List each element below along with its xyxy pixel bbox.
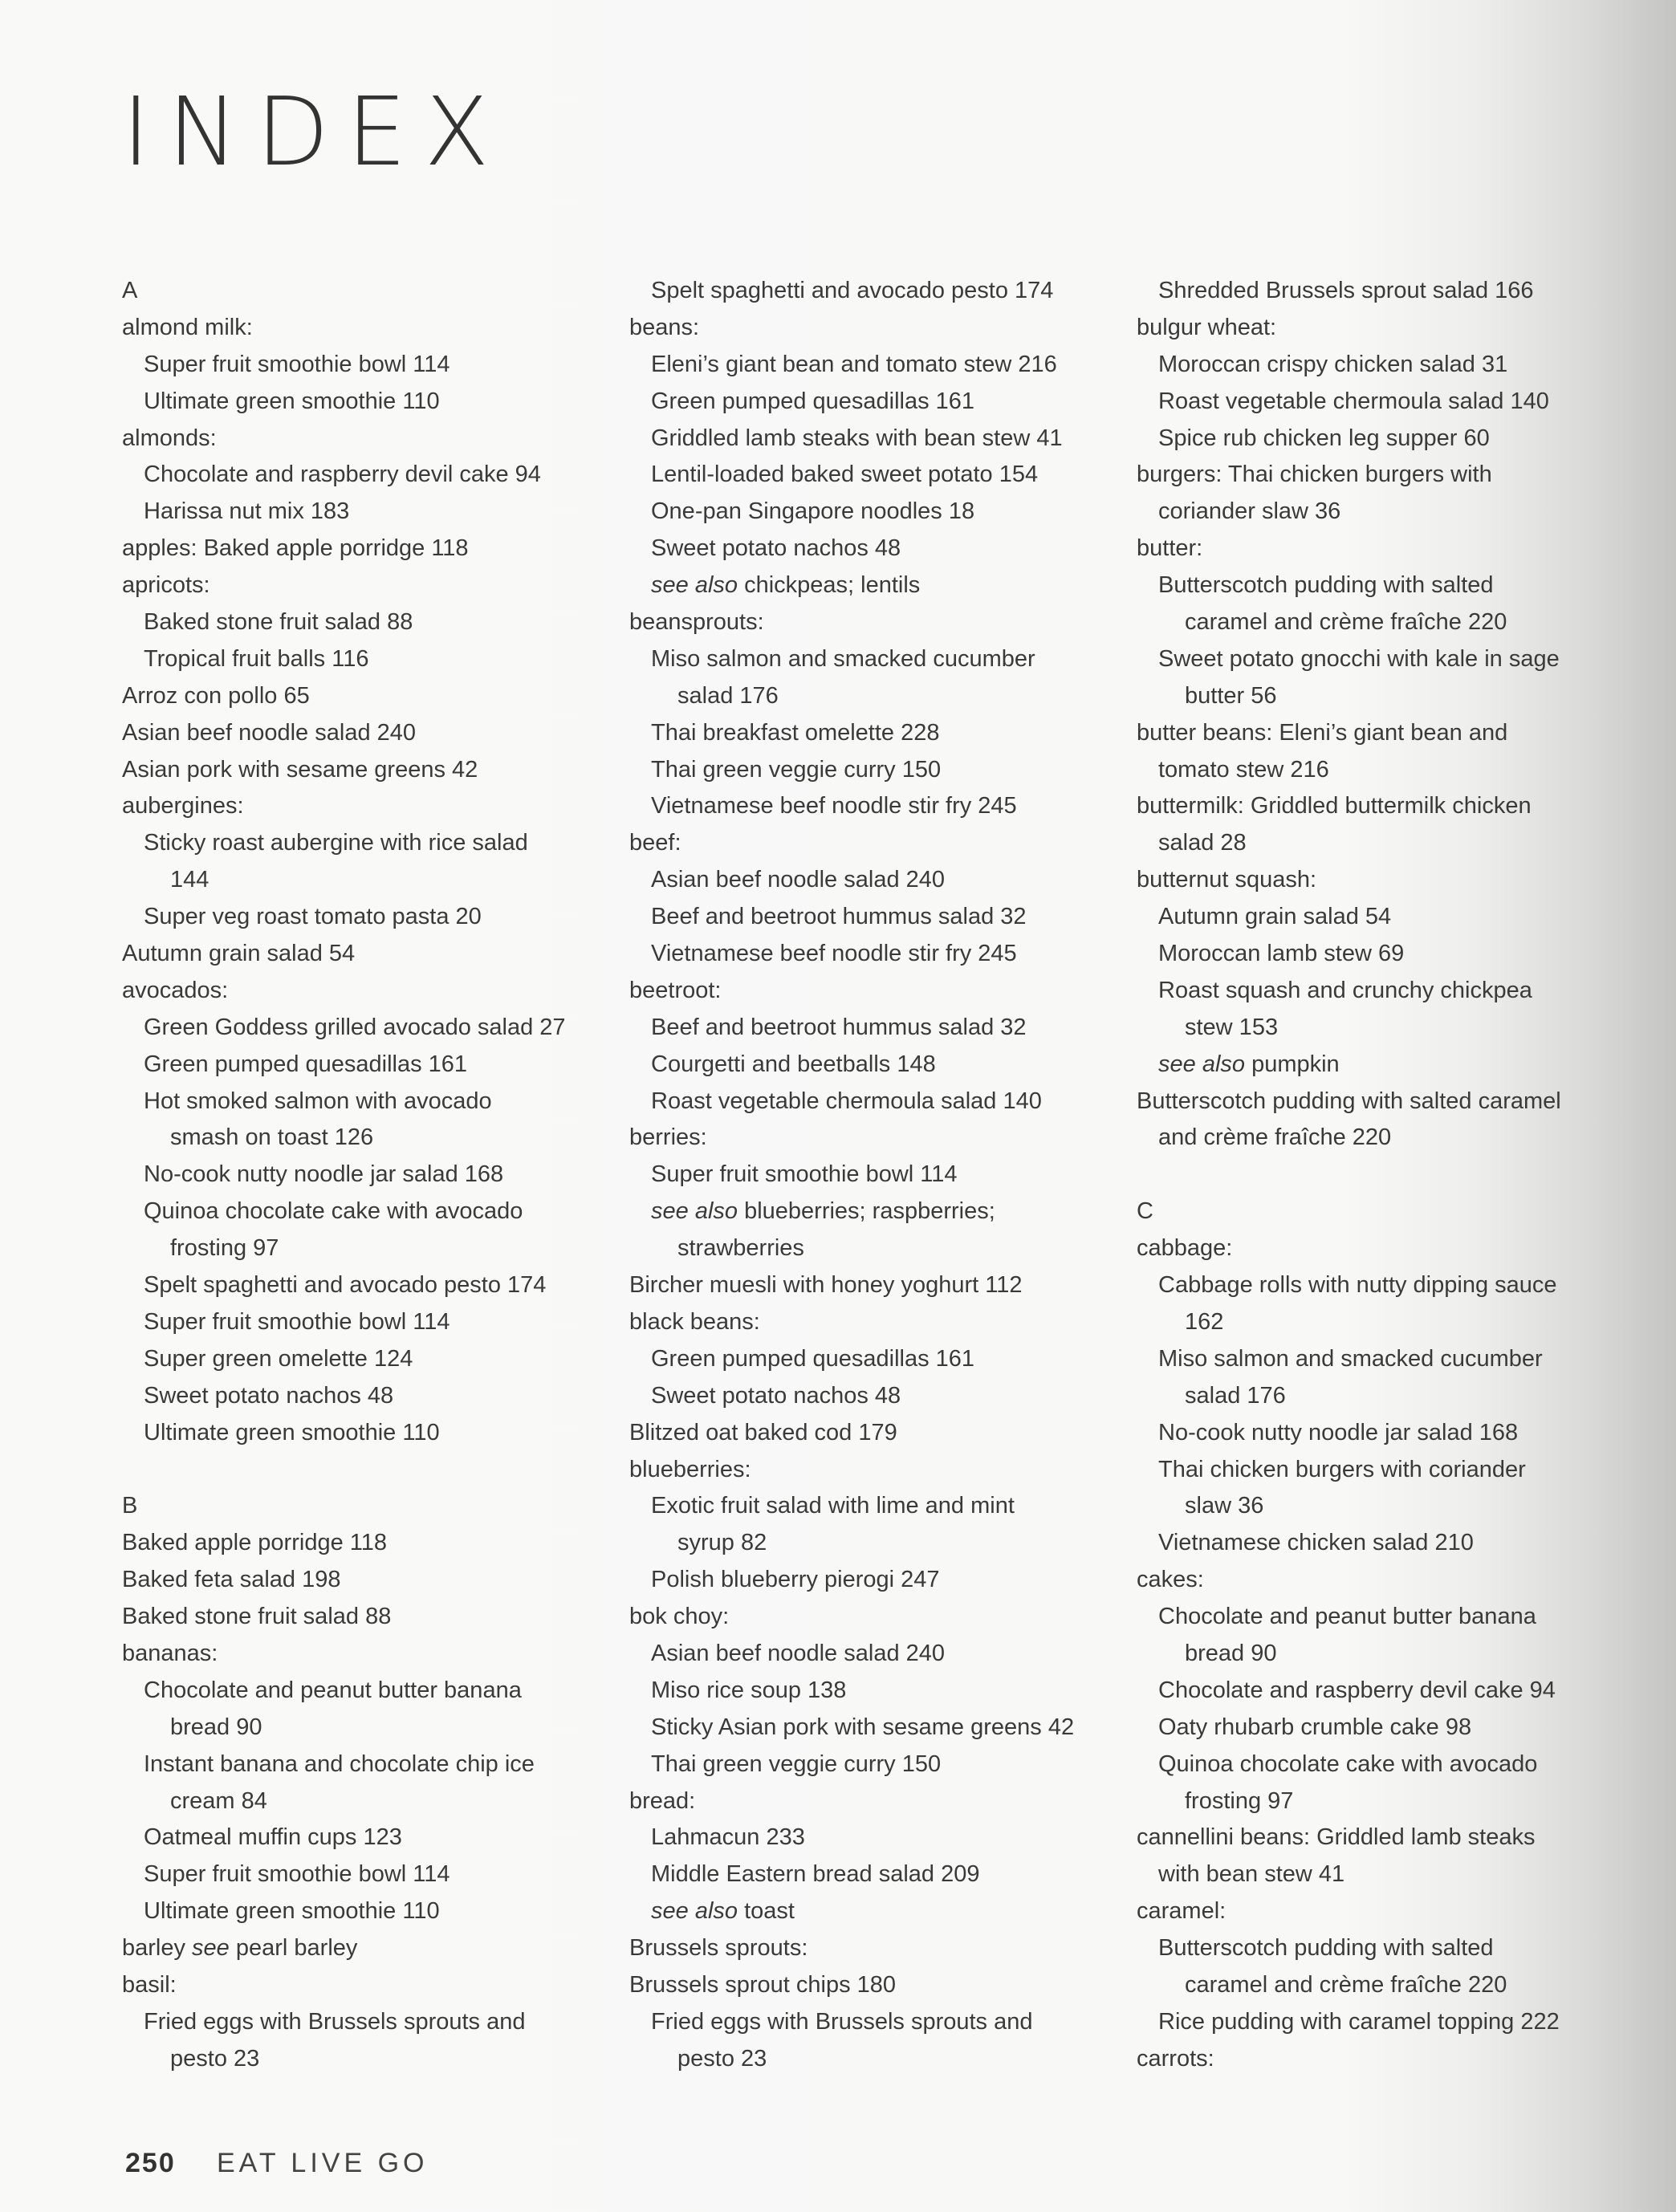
index-subentry: Super fruit smoothie bowl 114 xyxy=(144,1861,450,1888)
index-subentry: Courgetti and beetballs 148 xyxy=(651,1051,936,1077)
index-subentry: Miso rice soup 138 xyxy=(651,1677,847,1703)
page-title: INDEX xyxy=(122,76,507,187)
index-entry: apricots: xyxy=(122,572,210,599)
index-entry: Baked stone fruit salad 88 xyxy=(122,1604,392,1630)
index-subentry: stew 153 xyxy=(1185,1014,1279,1040)
index-subentry: pesto 23 xyxy=(170,2045,260,2072)
index-entry: Asian pork with sesame greens 42 xyxy=(122,756,478,783)
index-subentry: slaw 36 xyxy=(1185,1493,1264,1519)
index-subentry: frosting 97 xyxy=(1185,1787,1294,1814)
index-subentry: Instant banana and chocolate chip ice xyxy=(144,1750,535,1777)
index-subentry: Griddled lamb steaks with bean stew 41 xyxy=(651,425,1063,451)
index-subentry: Sticky roast aubergine with rice salad xyxy=(144,830,528,856)
index-subentry: Chocolate and raspberry devil cake 94 xyxy=(144,462,541,488)
index-subentry: Hot smoked salmon with avocado xyxy=(144,1088,492,1114)
index-subentry: frosting 97 xyxy=(170,1235,279,1262)
index-subentry: Vietnamese beef noodle stir fry 245 xyxy=(651,941,1017,967)
index-subentry: Super fruit smoothie bowl 114 xyxy=(144,1308,450,1335)
index-entry: aubergines: xyxy=(122,793,244,819)
index-subentry: Autumn grain salad 54 xyxy=(1158,904,1392,930)
index-entry: butter: xyxy=(1137,535,1203,562)
index-subentry: caramel and crème fraîche 220 xyxy=(1185,609,1507,636)
index-subentry: Super veg roast tomato pasta 20 xyxy=(144,904,482,930)
index-column-3 xyxy=(1137,273,1586,2078)
index-subentry: Roast vegetable chermoula salad 140 xyxy=(651,1088,1042,1114)
index-entry: burgers: Thai chicken burgers with xyxy=(1137,462,1492,488)
index-subentry: Vietnamese chicken salad 210 xyxy=(1158,1530,1474,1556)
index-subentry: Moroccan lamb stew 69 xyxy=(1158,941,1405,967)
index-entry: Asian beef noodle salad 240 xyxy=(122,719,417,746)
spacer xyxy=(122,1452,652,1489)
index-column-1 xyxy=(122,273,652,2078)
index-entry: almond milk: xyxy=(122,314,253,340)
index-subentry: Miso salmon and smacked cucumber xyxy=(1158,1345,1543,1372)
index-subentry: Ultimate green smoothie 110 xyxy=(144,1898,440,1925)
index-subentry: Tropical fruit balls 116 xyxy=(144,645,369,672)
index-subentry: Shredded Brussels sprout salad 166 xyxy=(1158,278,1534,303)
index-subentry: Oaty rhubarb crumble cake 98 xyxy=(1158,1714,1472,1740)
index-subentry: Miso salmon and smacked cucumber xyxy=(651,645,1035,672)
index-entry: bread: xyxy=(629,1787,696,1814)
index-subentry: Thai chicken burgers with coriander xyxy=(1158,1456,1526,1482)
index-subentry: butter 56 xyxy=(1185,682,1277,709)
index-entry: basil: xyxy=(122,1971,177,1998)
index-subentry: Rice pudding with caramel topping 222 xyxy=(1158,2008,1560,2035)
index-subentry: Spice rub chicken leg supper 60 xyxy=(1158,425,1490,451)
index-subentry: Cabbage rolls with nutty dipping sauce xyxy=(1158,1272,1557,1299)
index-entry: barley see pearl barley xyxy=(122,1935,358,1962)
index-subentry: syrup 82 xyxy=(677,1530,767,1556)
index-subentry: Chocolate and raspberry devil cake 94 xyxy=(1158,1677,1556,1703)
index-subentry: Asian beef noodle salad 240 xyxy=(651,1640,946,1666)
index-subentry: salad 176 xyxy=(677,682,779,709)
index-column-2 xyxy=(629,273,1159,2078)
index-subentry: with bean stew 41 xyxy=(1158,1861,1345,1888)
index-subentry: Beef and beetroot hummus salad 32 xyxy=(651,904,1027,930)
index-subentry: No-cook nutty noodle jar salad 168 xyxy=(144,1161,504,1188)
index-subentry: Lentil-loaded baked sweet potato 154 xyxy=(651,462,1039,488)
index-subentry: Super green omelette 124 xyxy=(144,1345,413,1372)
index-entry: Baked apple porridge 118 xyxy=(122,1530,387,1556)
index-subentry: Moroccan crispy chicken salad 31 xyxy=(1158,351,1508,377)
index-subentry: Chocolate and peanut butter banana xyxy=(144,1677,522,1703)
index-subentry: Spelt spaghetti and avocado pesto 174 xyxy=(144,1272,547,1299)
index-entry: cakes: xyxy=(1137,1567,1204,1593)
index-subentry: Thai green veggie curry 150 xyxy=(651,1750,942,1777)
index-subentry: Thai breakfast omelette 228 xyxy=(651,719,940,746)
index-subentry: and crème fraîche 220 xyxy=(1158,1124,1392,1151)
section-letter: C xyxy=(1137,1198,1153,1225)
index-subentry: Green Goddess grilled avocado salad 27 xyxy=(144,1014,566,1040)
index-subentry: Quinoa chocolate cake with avocado xyxy=(144,1198,523,1225)
index-entry: cabbage: xyxy=(1137,1235,1233,1262)
index-entry: buttermilk: Griddled buttermilk chicken xyxy=(1137,793,1532,819)
index-subentry: Sweet potato gnocchi with kale in sage xyxy=(1158,645,1560,672)
index-subentry: Sweet potato nachos 48 xyxy=(144,1382,394,1409)
index-subentry: see also pumpkin xyxy=(1158,1051,1340,1077)
index-entry: cannellini beans: Griddled lamb steaks xyxy=(1137,1824,1536,1851)
index-subentry: salad 176 xyxy=(1185,1382,1286,1409)
index-subentry: Sweet potato nachos 48 xyxy=(651,1382,901,1409)
index-subentry: Sweet potato nachos 48 xyxy=(651,535,901,562)
index-subentry: Fried eggs with Brussels sprouts and xyxy=(651,2008,1033,2035)
index-entry: beansprouts: xyxy=(629,609,764,636)
index-subentry: Super fruit smoothie bowl 114 xyxy=(144,351,450,377)
index-subentry: Exotic fruit salad with lime and mint xyxy=(651,1493,1015,1519)
index-subentry: pesto 23 xyxy=(677,2045,767,2072)
section-letter: B xyxy=(122,1493,138,1519)
section-letter: A xyxy=(122,278,138,303)
index-subentry: tomato stew 216 xyxy=(1158,756,1329,783)
index-entry: beef: xyxy=(629,830,681,856)
index-subentry: Vietnamese beef noodle stir fry 245 xyxy=(651,793,1017,819)
index-subentry: Harissa nut mix 183 xyxy=(144,498,350,525)
index-entry: bananas: xyxy=(122,1640,218,1666)
index-subentry: No-cook nutty noodle jar salad 168 xyxy=(1158,1419,1519,1446)
index-subentry: Lahmacun 233 xyxy=(651,1824,805,1851)
index-entry: caramel: xyxy=(1137,1898,1226,1925)
index-subentry: Butterscotch pudding with salted xyxy=(1158,1935,1494,1962)
index-entry: Brussels sprouts: xyxy=(629,1935,808,1962)
index-subentry: cream 84 xyxy=(170,1787,267,1814)
page-number: 250 xyxy=(125,2148,176,2178)
index-subentry: Green pumped quesadillas 161 xyxy=(144,1051,468,1077)
index-subentry: Ultimate green smoothie 110 xyxy=(144,1419,440,1446)
index-entry: almonds: xyxy=(122,425,217,451)
index-entry: carrots: xyxy=(1137,2045,1214,2072)
index-subentry: Butterscotch pudding with salted xyxy=(1158,572,1494,599)
index-subentry: Super fruit smoothie bowl 114 xyxy=(651,1161,958,1188)
index-entry: Bircher muesli with honey yoghurt 112 xyxy=(629,1272,1023,1299)
index-subentry: Sticky Asian pork with sesame greens 42 xyxy=(651,1714,1075,1740)
book-title: EAT LIVE GO xyxy=(217,2148,429,2178)
index-entry: Baked feta salad 198 xyxy=(122,1567,341,1593)
index-subentry: coriander slaw 36 xyxy=(1158,498,1341,525)
index-subentry: Asian beef noodle salad 240 xyxy=(651,867,946,893)
index-subentry: Roast squash and crunchy chickpea xyxy=(1158,977,1532,1003)
index-subentry: Green pumped quesadillas 161 xyxy=(651,1345,975,1372)
index-subentry: 144 xyxy=(170,867,210,893)
index-entry: black beans: xyxy=(629,1308,760,1335)
index-entry: beans: xyxy=(629,314,700,340)
index-entry: Brussels sprout chips 180 xyxy=(629,1971,897,1998)
index-subentry: Green pumped quesadillas 161 xyxy=(651,388,975,414)
index-subentry: see also blueberries; raspberries; xyxy=(651,1198,995,1225)
index-entry: Autumn grain salad 54 xyxy=(122,941,356,967)
index-subentry: see also toast xyxy=(651,1898,795,1925)
index-entry: apples: Baked apple porridge 118 xyxy=(122,535,469,562)
index-subentry: Beef and beetroot hummus salad 32 xyxy=(651,1014,1027,1040)
index-subentry: Baked stone fruit salad 88 xyxy=(144,609,413,636)
index-entry: bok choy: xyxy=(629,1604,730,1630)
index-entry: butternut squash: xyxy=(1137,867,1317,893)
index-entry: bulgur wheat: xyxy=(1137,314,1277,340)
index-subentry: caramel and crème fraîche 220 xyxy=(1185,1971,1507,1998)
index-subentry: smash on toast 126 xyxy=(170,1124,374,1151)
index-entry: Butterscotch pudding with salted caramel xyxy=(1137,1088,1561,1114)
index-entry: berries: xyxy=(629,1124,707,1151)
index-subentry: Quinoa chocolate cake with avocado xyxy=(1158,1750,1538,1777)
index-entry: beetroot: xyxy=(629,977,722,1003)
index-subentry: Oatmeal muffin cups 123 xyxy=(144,1824,402,1851)
index-entry: butter beans: Eleni’s giant bean and xyxy=(1137,719,1508,746)
index-subentry: Eleni’s giant bean and tomato stew 216 xyxy=(651,351,1057,377)
spacer xyxy=(1137,1157,1586,1193)
index-entry: Arroz con pollo 65 xyxy=(122,682,310,709)
index-entry: avocados: xyxy=(122,977,229,1003)
index-subentry: Thai green veggie curry 150 xyxy=(651,756,942,783)
index-subentry: Roast vegetable chermoula salad 140 xyxy=(1158,388,1549,414)
index-subentry: Polish blueberry pierogi 247 xyxy=(651,1567,940,1593)
index-entry: blueberries: xyxy=(629,1456,751,1482)
index-subentry: Ultimate green smoothie 110 xyxy=(144,388,440,414)
index-subentry: salad 28 xyxy=(1158,830,1247,856)
index-subentry: bread 90 xyxy=(170,1714,262,1740)
index-entry: Blitzed oat baked cod 179 xyxy=(629,1419,897,1446)
index-subentry: One-pan Singapore noodles 18 xyxy=(651,498,975,525)
index-subentry: 162 xyxy=(1185,1308,1224,1335)
index-subentry: bread 90 xyxy=(1185,1640,1277,1666)
index-subentry: see also chickpeas; lentils xyxy=(651,572,921,599)
index-subentry: Fried eggs with Brussels sprouts and xyxy=(144,2008,526,2035)
index-subentry: Middle Eastern bread salad 209 xyxy=(651,1861,980,1888)
index-subentry: Spelt spaghetti and avocado pesto 174 xyxy=(651,278,1054,303)
index-subentry: strawberries xyxy=(677,1235,804,1262)
index-subentry: Chocolate and peanut butter banana xyxy=(1158,1604,1536,1630)
